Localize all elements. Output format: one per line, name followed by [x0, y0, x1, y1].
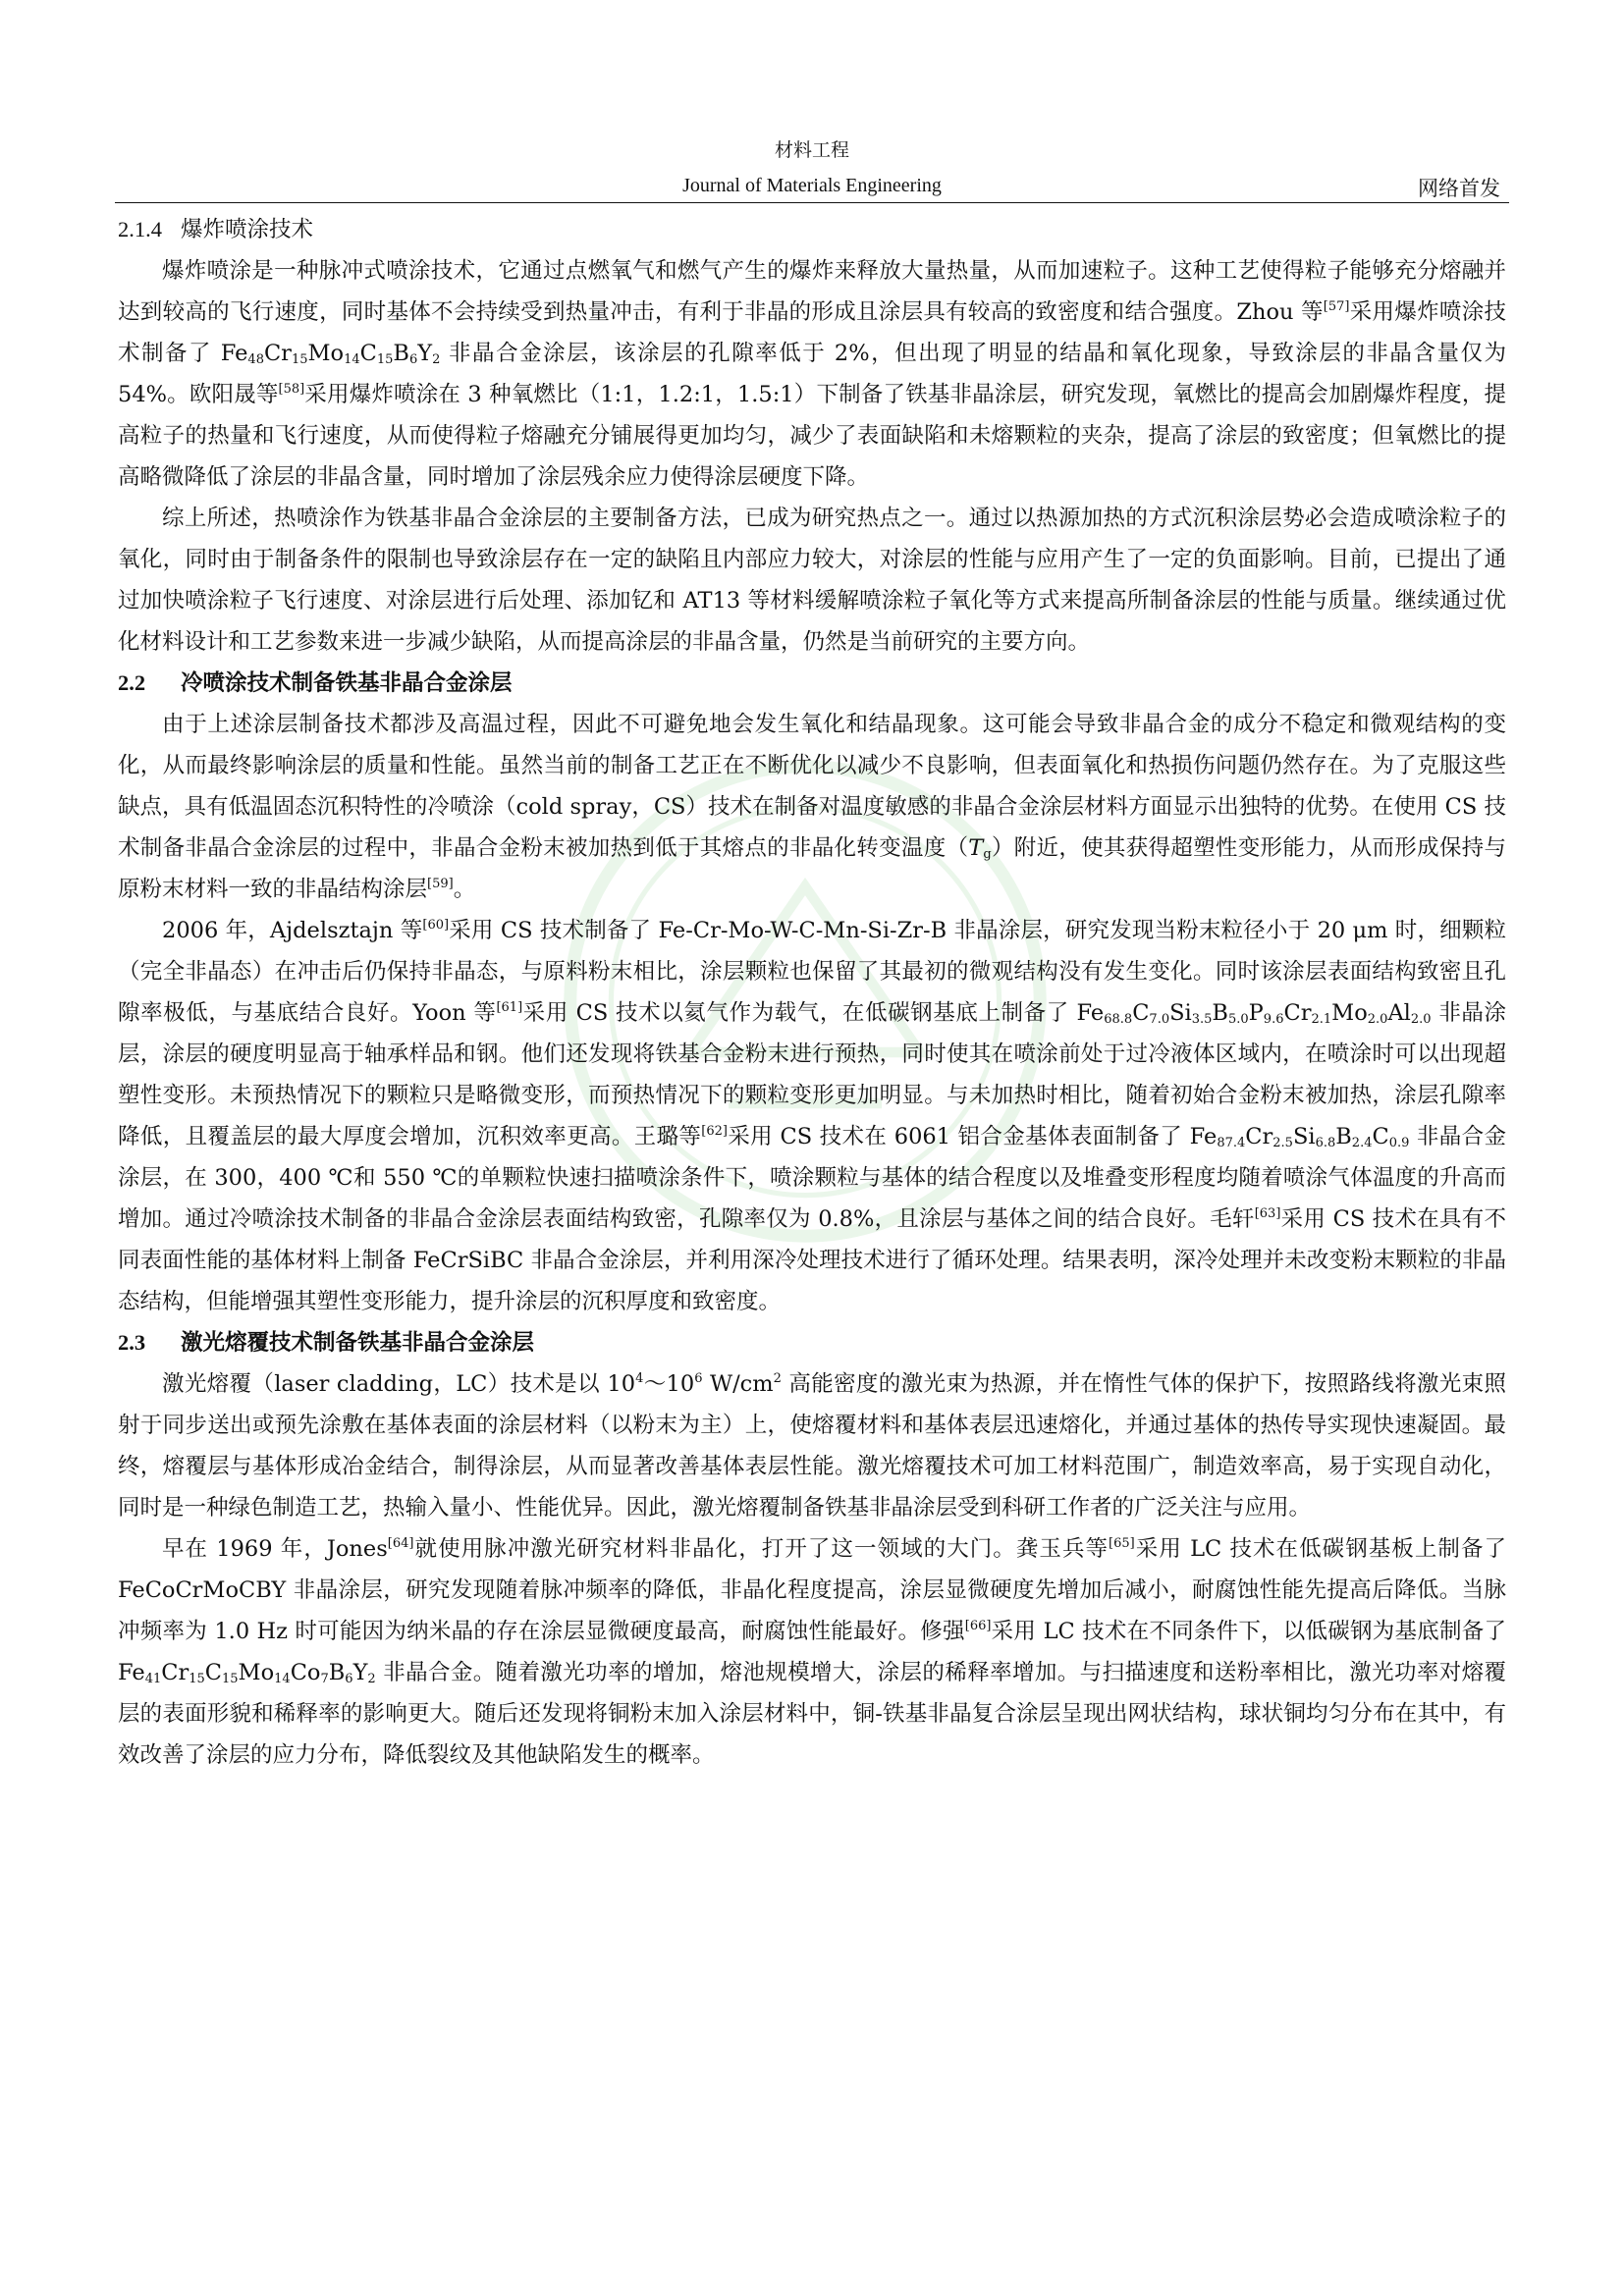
journal-title-en: Journal of Materials Engineering [682, 175, 942, 196]
subscript: 6.8 [1315, 1136, 1336, 1150]
paragraph [118, 1528, 1506, 1776]
citation-superscript: [59] [427, 877, 454, 891]
subscript: 3.5 [1191, 1012, 1213, 1027]
text-run: ～10 [643, 1371, 695, 1397]
text-run: 激光熔覆（laser cladding，LC）技术是以 10 [162, 1371, 636, 1397]
text-run: Cr [161, 1660, 189, 1685]
subscript: 9.6 [1263, 1012, 1284, 1027]
text-run: B [1212, 1000, 1228, 1026]
text-run: 采用 CS 技术制备了 Fe-Cr-Mo-W-C-Mn-Si-Zr-B 非晶涂层，研究发现当粉末粒径小于 20 μm 时，细颗粒（完全非晶态）在冲击后仍保持非晶态，与原料粉末相比，涂层颗粒也保留了其最初的微观结构没有发生变化。同时该涂层表面结构致密且孔隙率极低，与基底结合良好。Yoon 等 [118, 918, 1506, 1026]
citation-superscript: [58] [278, 382, 305, 397]
section-number: 2.3 [118, 1330, 146, 1355]
section-title: 爆炸喷涂技术 [181, 217, 314, 242]
journal-title-cn: 材料工程 [774, 139, 849, 161]
citation-superscript: [64] [387, 1536, 414, 1551]
subscript: g [983, 847, 992, 862]
text-run: Cr [1283, 1000, 1312, 1026]
citation-superscript: [60] [422, 918, 450, 933]
subscript: 2.1 [1311, 1012, 1332, 1027]
text-run: C [359, 341, 377, 366]
text-run: C [204, 1660, 222, 1685]
subscript: 15 [222, 1672, 239, 1686]
section-heading [118, 209, 1506, 250]
page-header [0, 135, 1624, 208]
text-run: 就使用脉冲激光研究材料非晶化，打开了这一领域的大门。龚玉兵等 [413, 1536, 1110, 1562]
subscript: 2.0 [1367, 1012, 1388, 1027]
text-run: T [968, 835, 984, 861]
subscript: 2 [432, 352, 441, 367]
text-run: C [1132, 1000, 1150, 1026]
text-run: P [1248, 1000, 1264, 1026]
text-run: 非晶合金涂层，该涂层的孔隙率低于 2%，但出现了明显的结晶和氧化现象，导致涂层的非晶含量仅为 54%。欧阳晟等 [118, 341, 1506, 407]
text-run: B [393, 341, 409, 366]
header-rule [115, 202, 1509, 203]
paragraph [118, 250, 1506, 498]
text-run: 采用 LC 技术在不同条件下，以低碳钢为基底制备了 Fe [118, 1619, 1507, 1685]
text-run: 采用 LC 技术在低碳钢基板上制备了 FeCoCrMoCBY 非晶涂层，研究发现随着脉冲频率的降低，非晶化程度提高，涂层显微硬度先增加后减小，耐腐蚀性能先提高后降低。当脉冲频率为 1.0 Hz 时可能因为纳米晶的存在涂层显微硬度最高，耐腐蚀性能最好。修强 [118, 1536, 1506, 1644]
subscript: 15 [189, 1672, 205, 1686]
section-heading [118, 663, 1506, 704]
text-run: 2006 年，Ajdelsztajn 等 [162, 918, 423, 943]
subscript: 2 [367, 1672, 376, 1686]
citation-superscript: [66] [964, 1619, 992, 1633]
text-run: Si [1169, 1000, 1192, 1026]
text-run: 非晶涂层，涂层的硬度明显高于轴承样品和钢。他们还发现将铁基合金粉末进行预热，同时使其在喷涂前处于过冷液体区域内，在喷涂时可以出现超塑性变形。未预热情况下的颗粒只是略微变形，而预热情况下的颗粒变形更加明显。与未加热时相比，随着初始合金粉末被加热，涂层孔隙率降低，且覆盖层的最大厚度会增加，沉积效率更高。王璐等 [118, 1000, 1506, 1149]
citation-superscript: 4 [635, 1371, 644, 1386]
paragraph [118, 910, 1506, 1322]
citation-superscript: 6 [694, 1371, 703, 1386]
paragraph [118, 1363, 1506, 1528]
text-run: Si [1292, 1124, 1316, 1149]
citation-superscript: [62] [701, 1124, 728, 1139]
text-run: Mo [1331, 1000, 1368, 1026]
text-run: Mo [238, 1660, 275, 1685]
citation-superscript: [57] [1323, 299, 1350, 314]
subscript: 15 [376, 352, 394, 367]
text-run: 采用 CS 技术在具有不同表面性能的基体材料上制备 FeCrSiBC 非晶合金涂层，并利用深冷处理技术进行了循环处理。结果表明，深冷处理并未改变粉末颗粒的非晶态结构，但能增强其塑性变形能力，提升涂层的沉积厚度和致密度。 [118, 1206, 1506, 1314]
text-run: 爆炸喷涂是一种脉冲式喷涂技术，它通过点燃氧气和燃气产生的爆炸来释放大量热量，从而加速粒子。这种工艺使得粒子能够充分熔融并达到较高的飞行速度，同时基体不会持续受到热量冲击，有利于非晶的形成且涂层具有较高的致密度和结合强度。Zhou 等 [118, 258, 1506, 325]
text-run: Cr [1245, 1124, 1273, 1149]
subscript: 6 [345, 1672, 353, 1686]
subscript: 5.0 [1227, 1012, 1249, 1027]
text-run: 非晶合金。随着激光功率的增加，熔池规模增大，涂层的稀释率增加。与扫描速度和送粉率相比，激光功率对熔覆层的表面形貌和稀释率的影响更大。随后还发现将铜粉末加入涂层材料中，铜-铁基非晶复合涂层呈现出网状结构，球状铜均匀分布在其中，有效改善了涂层的应力分布，降低裂纹及其他缺陷发生的概率。 [118, 1660, 1506, 1768]
section-number: 2.2 [118, 670, 146, 695]
text-run: 早在 1969 年，Jones [162, 1536, 388, 1562]
subscript: 14 [274, 1672, 291, 1686]
subscript: 87.4 [1217, 1136, 1246, 1150]
text-run: W/cm [702, 1371, 774, 1397]
text-run: 高能密度的激光束为热源，并在惰性气体的保护下，按照路线将激光束照射于同步送出或预先涂敷在基体表面的涂层材料（以粉末为主）上，使熔覆材料和基体表层迅速熔化，并通过基体的热传导实现快速凝固。最终，熔覆层与基体形成冶金结合，制得涂层，从而显著改善基体表层性能。激光熔覆技术可加工材料范围广，制造效率高，易于实现自动化，同时是一种绿色制造工艺，热输入量小、性能优异。因此，激光熔覆制备铁基非晶涂层受到科研工作者的广泛关注与应用。 [118, 1371, 1507, 1521]
subscript: 6 [408, 352, 418, 367]
text-run: 采用 CS 技术在 6061 铝合金基体表面制备了 Fe [727, 1124, 1218, 1149]
text-run: 采用爆炸喷涂技术制备了 Fe [118, 299, 1506, 366]
subscript: 68.8 [1104, 1012, 1133, 1027]
text-run: Co [290, 1660, 321, 1685]
text-run: 。 [453, 877, 476, 902]
text-run: C [1372, 1124, 1389, 1149]
subscript: 7 [320, 1672, 329, 1686]
text-run: 采用爆炸喷涂在 3 种氧燃比（1:1，1.2:1，1.5:1）下制备了铁基非晶涂层，研究发现，氧燃比的提高会加剧爆炸程度，提高粒子的热量和飞行速度，从而使得粒子熔融充分铺展得更加均匀，减少了表面缺陷和未熔颗粒的夹杂，提高了涂层的致密度；但氧燃比的提高略微降低了涂层的非晶含量，同时增加了涂层残余应力使得涂层硬度下降。 [118, 382, 1506, 490]
section-number: 2.1.4 [118, 217, 162, 241]
section-title: 冷喷涂技术制备铁基非晶合金涂层 [181, 670, 513, 696]
text-run: ）附近，使其获得超塑性变形能力，从而形成保持与原粉末材料一致的非晶结构涂层 [118, 835, 1506, 902]
citation-superscript: [63] [1254, 1206, 1281, 1221]
paragraph [118, 498, 1506, 663]
paragraph [118, 704, 1506, 910]
text-run: Al [1387, 1000, 1411, 1026]
text-run: 非晶合金涂层，在 300，400 ℃和 550 ℃的单颗粒快速扫描喷涂条件下，喷涂颗粒与基体的结合程度以及堆叠变形程度均随着喷涂气体温度的升高而增加。通过冷喷涂技术制备的非晶合金涂层表面结构致密，孔隙率仅为 0.8%，且涂层与基体之间的结合良好。毛轩 [118, 1124, 1506, 1232]
text-run: Cr [263, 341, 292, 366]
text-run: 采用 CS 技术以氦气作为载气，在低碳钢基底上制备了 Fe [522, 1000, 1105, 1026]
online-first-label: 网络首发 [1418, 177, 1500, 200]
subscript: 2.5 [1272, 1136, 1293, 1150]
text-run: Y [352, 1660, 368, 1685]
citation-superscript: 2 [773, 1371, 782, 1386]
section-title: 激光熔覆技术制备铁基非晶合金涂层 [181, 1330, 535, 1356]
subscript: 15 [291, 352, 308, 367]
subscript: 48 [247, 352, 264, 367]
text-run: B [328, 1660, 346, 1685]
citation-superscript: [61] [496, 1000, 523, 1015]
subscript: 41 [144, 1672, 162, 1686]
citation-superscript: [65] [1109, 1536, 1135, 1551]
text-run: Mo [307, 341, 345, 366]
subscript: 14 [344, 352, 360, 367]
subscript: 7.0 [1149, 1012, 1170, 1027]
section-heading [118, 1322, 1506, 1363]
text-run: Y [417, 341, 433, 366]
subscript: 2.0 [1410, 1012, 1432, 1027]
subscript: 0.9 [1388, 1136, 1410, 1150]
text-run: 综上所述，热喷涂作为铁基非晶合金涂层的主要制备方法，已成为研究热点之一。通过以热源加热的方式沉积涂层势必会造成喷涂粒子的氧化，同时由于制备条件的限制也导致涂层存在一定的缺陷且内部应力较大，对涂层的性能与应用产生了一定的负面影响。目前，已提出了通过加快喷涂粒子飞行速度、对涂层进行后处理、添加钇和 AT13 等材料缓解喷涂粒子氧化等方式来提高所制备涂层的性能与质量。继续通过优化材料设计和工艺参数来进一步减少缺陷，从而提高涂层的非晶含量，仍然是当前研究的主要方向。 [118, 506, 1506, 655]
article-body [118, 209, 1506, 1776]
text-run: 由于上述涂层制备技术都涉及高温过程，因此不可避免地会发生氧化和结晶现象。这可能会导致非晶合金的成分不稳定和微观结构的变化，从而最终影响涂层的质量和性能。虽然当前的制备工艺正在不断优化以减少不良影响，但表面氧化和热损伤问题仍然存在。为了克服这些缺点，具有低温固态沉积特性的冷喷涂（cold spray，CS）技术在制备对温度敏感的非晶合金涂层材料方面显示出独特的优势。在使用 CS 技术制备非晶合金涂层的过程中，非晶合金粉末被加热到低于其熔点的非晶化转变温度（ [118, 712, 1506, 861]
text-run: B [1335, 1124, 1352, 1149]
subscript: 2.4 [1351, 1136, 1373, 1150]
